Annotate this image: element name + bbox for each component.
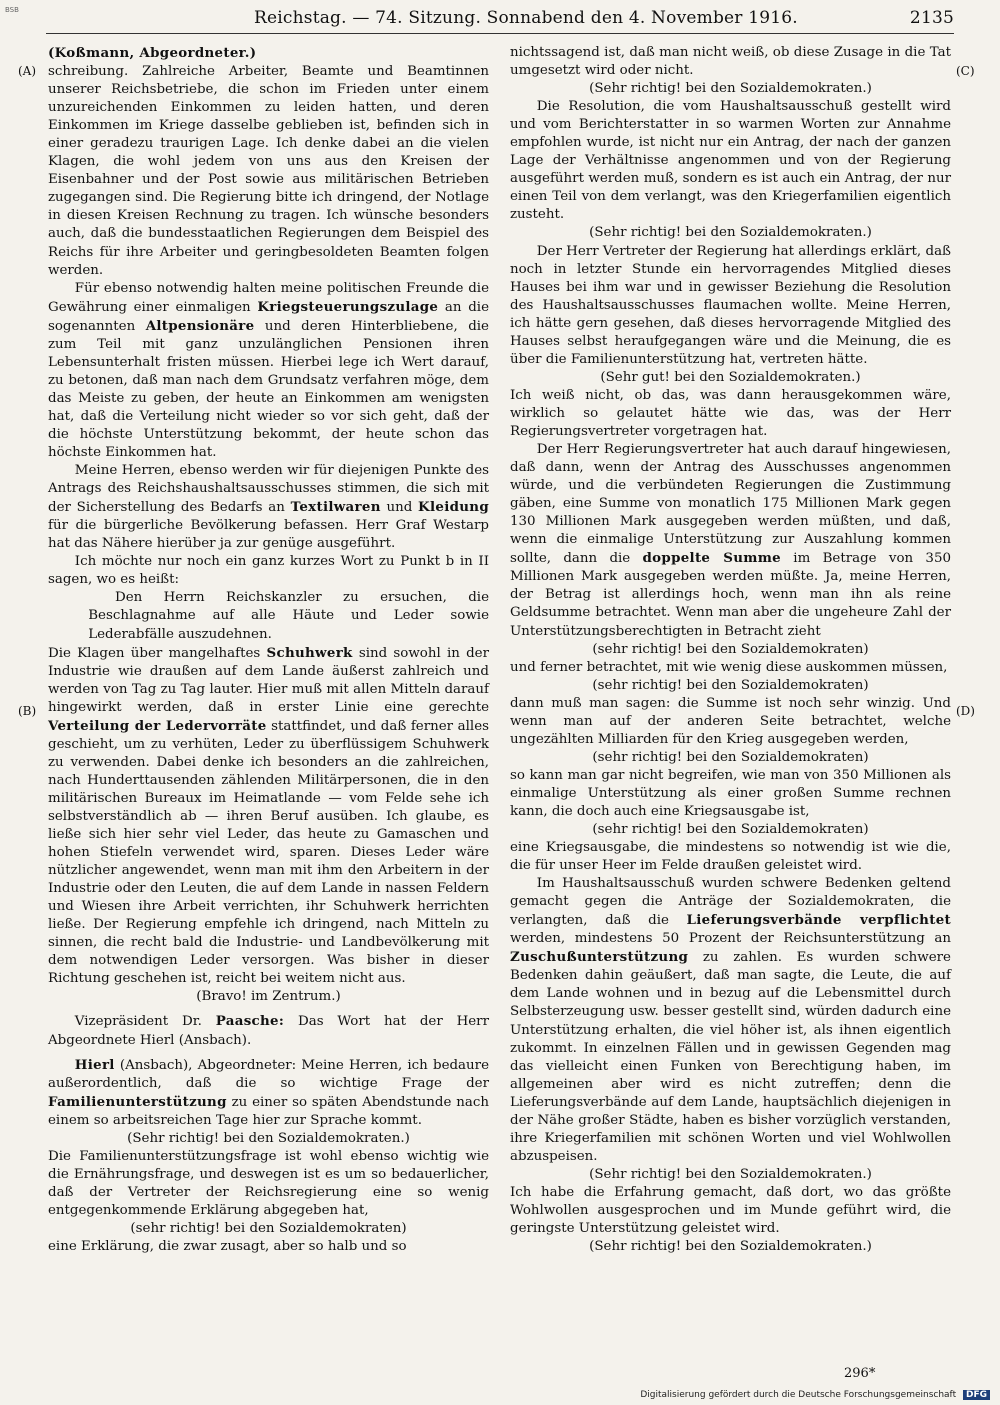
- paragraph: nichtssagend ist, daß man nicht weiß, ob diese Zusage in die Tat umgesetzt wird oder nicht.: [510, 45, 951, 79]
- interjection: (Sehr richtig! bei den Sozialdemokraten.): [127, 1130, 410, 1146]
- interjection: (sehr richtig! bei den Sozialdemokraten): [592, 822, 869, 838]
- quoted-motion: Den Herrn Reichskanzler zu ersuchen, die Beschlagnahme auf alle Häute und Leder sowie Lederabfälle auszudehnen.: [88, 590, 489, 642]
- paragraph: Hierl (Ansbach), Abgeordneter: Meine Herren, ich bedaure außerordentlich, daß die so wichtige Frage der Familienunterstützung zu einer so späten Abendstunde nach einem so arbeitsreichen Tage hier zur Sprache kommt.: [48, 1056, 489, 1128]
- paragraph: Der Herr Regierungsvertreter hat auch darauf hingewiesen, daß dann, wenn der Antrag des Ausschusses angenommen würde, und die verbündeten Regierungen die Zustimmung gäben, eine Summe von monatlich 175 Millionen Mark gegen 130 Millionen Mark ausgegeben werden müßten, und daß, wenn die einmalige Unterstützung zur Auszahlung kommen sollte, dann die doppelte Summe im Betrage von 350 Millionen Mark ausgegeben werden müßte. Ja, meine Herren, der Betrag ist allerdings hoch, wenn man ihn als reine Geldsumme betrachtet. Wenn man aber die ungeheure Zahl der Unterstützungsberechtigten in Betracht zieht: [510, 442, 951, 639]
- interjection: (sehr richtig! bei den Sozialdemokraten): [592, 749, 869, 765]
- header-title: Reichstag. — 74. Sitzung. Sonnabend den 4. November 1916.: [254, 8, 798, 28]
- left-column: [48, 44, 489, 1256]
- paragraph: schreibung. Zahlreiche Arbeiter, Beamte und Beamtinnen unserer Reichsbetriebe, die schon im Frieden unter einem unzureichenden Einkommen zu leiden hatten, und deren Einkommen im Kriege dasselbe geblieben ist, befinden sich in einer geradezu traurigen Lage. Ich denke dabei an die vielen Klagen, die wohl jedem von uns aus den Kreisen der Eisenbahner und der Post sowie aus militärischen Betrieben zugegangen sind. Die Regierung bitte ich dringend, der Notlage in diesen Kreisen Rechnung zu tragen. Ich wünsche besonders auch, daß die bundesstaatlichen Regierungen dem Beispiel des Reichs für ihre Arbeiter und geringbesoldeten Beamten folgen werden.: [48, 64, 489, 278]
- interjection: (sehr richtig! bei den Sozialdemokraten): [592, 641, 869, 657]
- paragraph: eine Kriegsausgabe, die mindestens so notwendig ist wie die, die für unser Heer im Felde draußen geleistet wird.: [510, 840, 951, 874]
- funding-text: Digitalisierung gefördert durch die Deutsche Forschungsgemeinschaft: [640, 1390, 957, 1400]
- margin-mark-d: (D): [956, 704, 975, 718]
- margin-mark-c: (C): [956, 64, 975, 78]
- speaker-continuation: (Koßmann, Abgeordneter.): [48, 45, 257, 61]
- paragraph: Im Haushaltsausschuß wurden schwere Bedenken geltend gemacht gegen die Anträge der Sozialdemokraten, die verlangten, daß die Lieferungsverbände verpflichtet werden, mindestens 50 Prozent der Reichsunterstützung an Zuschußunterstützung zu zahlen. Es wurden schwere Bedenken dahin geäußert, daß man sagte, die Leute, die auf dem Lande wohnen und in bezug auf die Lebensmittel durch Selbsterzeugung usw. besser gestellt sind, würden dadurch eine Unterstützung erhalten, die viel höher ist, als ihnen eigentlich zukommt. In einzelnen Fällen und in gewissen Gegenden mag das vielleicht einen Funken von Berechtigung haben, im allgemeinen aber wird es nicht zutreffen; denn die Lieferungsverbände auf dem Lande, hauptsächlich diejenigen in der Nähe großer Städte, haben es bisher vorzüglich verstanden, ihre Kriegerfamilien mit schönen Worten und viel Wohlwollen abzuspeisen.: [510, 876, 951, 1164]
- paragraph: Ich habe die Erfahrung gemacht, daß dort, wo das größte Wohlwollen ausgesprochen und im Munde geführt wird, die geringste Unterstützung geleistet wird.: [510, 1184, 951, 1237]
- interjection: (Sehr gut! bei den Sozialdemokraten.): [600, 369, 861, 385]
- paragraph: Meine Herren, ebenso werden wir für diejenigen Punkte des Antrags des Reichshaushaltsausschusses stimmen, die sich mit der Sicherstellung des Bedarfs an Textilwaren und Kleidung für die bürgerliche Bevölkerung befassen. Herr Graf Westarp hat das Nähere hierüber ja zur genüge ausgeführt.: [48, 463, 489, 552]
- interjection: (Bravo! im Zentrum.): [196, 989, 341, 1005]
- margin-mark-b: (B): [18, 704, 37, 718]
- paragraph: Der Herr Vertreter der Regierung hat allerdings erklärt, daß noch in letzter Stunde ein hervorragendes Mitglied dieses Hauses bei ihm war und in gewisser Beziehung die Resolution des Haushaltsausschusses flaumachen wollte. Meine Herren, ich hätte gern gesehen, daß dieses hervorragende Mitglied des Hauses selbst heraufgegangen wäre und die Meinung, die es über die Familienunterstützung hat, vertreten hätte.: [510, 243, 951, 367]
- paragraph: Ich weiß nicht, ob das, was dann herausgekommen wäre, wirklich so gelautet hätte wie das, was der Herr Regierungsvertreter vorgetragen hat.: [510, 387, 951, 439]
- interjection: (sehr richtig! bei den Sozialdemokraten): [592, 677, 869, 693]
- paragraph: Vizepräsident Dr. Paasche: Das Wort hat der Herr Abgeordnete Hierl (Ansbach).: [48, 1013, 489, 1048]
- paragraph: Die Resolution, die vom Haushaltsausschuß gestellt wird und vom Berichterstatter in so warmen Worten zur Annahme empfohlen wurde, ist nicht nur ein Antrag, der nach der ganzen Lage der Verhältnisse angenommen und von der Regierung ausgeführt werden muß, sondern es ist auch ein Antrag, der nur einen Teil von dem verlangt, was den Kriegerfamilien eigentlich zusteht.: [510, 99, 951, 223]
- page-number: 2135: [909, 8, 954, 28]
- sheet-mark: 296*: [844, 1366, 876, 1381]
- interjection: (sehr richtig! bei den Sozialdemokraten): [130, 1221, 407, 1236]
- paragraph: und ferner betrachtet, mit wie wenig diese auskommen müssen,: [510, 659, 948, 675]
- paragraph: Die Klagen über mangelhaftes Schuhwerk sind sowohl in der Industrie wie draußen auf dem Lande äußerst zahlreich und werden von Tag zu Tag lauter. Hier muß mit allen Mitteln darauf hingewirkt werden, daß in erster Linie eine gerechte Verteilung der Ledervorräte stattfindet, und daß ferner alles geschieht, um zu verhüten, Leder zu überflüssigem Schuhwerk zu verwenden. Dabei denke ich besonders an die zahlreichen, nach Hunderttausenden zählenden Militärpersonen, die in den militärischen Bureaux im Heimatlande — vom Felde sehe ich selbstverständlich ab — ihren Beruf ausüben. Ich glaube, es ließe sich hier sehr viel Leder, das heute zu Gamaschen und hohen Stiefeln verwendet wird, sparen. Dieses Leder wäre nützlicher angewendet, wenn man mit ihm den Arbeitern in der Industrie oder den Leuten, die auf dem Lande in nassen Feldern und Wiesen ihre Arbeit verrichten, ihr Schuhwerk herrichten ließe. Der Regierung empfehle ich dringend, nach Mitteln zu sinnen, die recht bald die Industrie- und Landbevölkerung mit dem notwendigen Leder versorgen. Was bisher in dieser Richtung geschehen ist, reicht bei weitem nicht aus.: [48, 644, 489, 987]
- margin-mark-a: (A): [18, 64, 37, 78]
- paragraph: Für ebenso notwendig halten meine politischen Freunde die Gewährung einer einmaligen Kriegsteuerungszulage an die sogenannten Altpensionäre und deren Hinterbliebene, die zum Teil mit ganz unzulänglichen Pensionen ihren Lebensunterhalt fristen müssen. Hierbei lege ich Wert darauf, zu betonen, daß man nach dem Grundsatz verfahren möge, dem das Meiste zu geben, der heute an Einkommen am wenigsten hat, daß die Verteilung nicht wieder so vor sich geht, daß der die höchste Unterstützung bekommt, der heute schon das höchste Einkommen hat.: [48, 280, 489, 461]
- interjection: (Sehr richtig! bei den Sozialdemokraten.): [589, 81, 872, 97]
- right-column: [510, 44, 951, 1256]
- paragraph: Die Familienunterstützungsfrage ist wohl ebenso wichtig wie die Ernährungsfrage, und deswegen ist es um so bedauerlicher, daß der Vertreter der Reichsregierung eine so wenig entgegenkommende Erklärung abgegeben hat,: [48, 1148, 489, 1218]
- header-rule: [46, 33, 954, 34]
- dfg-logo-icon: DFG: [963, 1390, 990, 1400]
- funding-note: [640, 1390, 990, 1400]
- running-header: [254, 8, 954, 28]
- interjection: (Sehr richtig! bei den Sozialdemokraten.): [589, 1166, 872, 1182]
- interjection: (Sehr richtig! bei den Sozialdemokraten.): [589, 225, 872, 241]
- paragraph: Ich möchte nur noch ein ganz kurzes Wort zu Punkt b in II sagen, wo es heißt:: [48, 554, 489, 588]
- interjection: (Sehr richtig! bei den Sozialdemokraten.): [589, 1239, 872, 1255]
- paragraph: eine Erklärung, die zwar zusagt, aber so halb und so: [48, 1239, 407, 1255]
- library-stamp: BSB: [5, 6, 19, 14]
- paragraph: dann muß man sagen: die Summe ist noch sehr winzig. Und wenn man auf der anderen Seite betrachtet, welche ungezählten Milliarden für den Krieg ausgegeben werden,: [510, 695, 951, 747]
- paragraph: so kann man gar nicht begreifen, wie man von 350 Millionen als einmalige Unterstützung als einer großen Summe rechnen kann, die doch auch eine Kriegsausgabe ist,: [510, 767, 951, 819]
